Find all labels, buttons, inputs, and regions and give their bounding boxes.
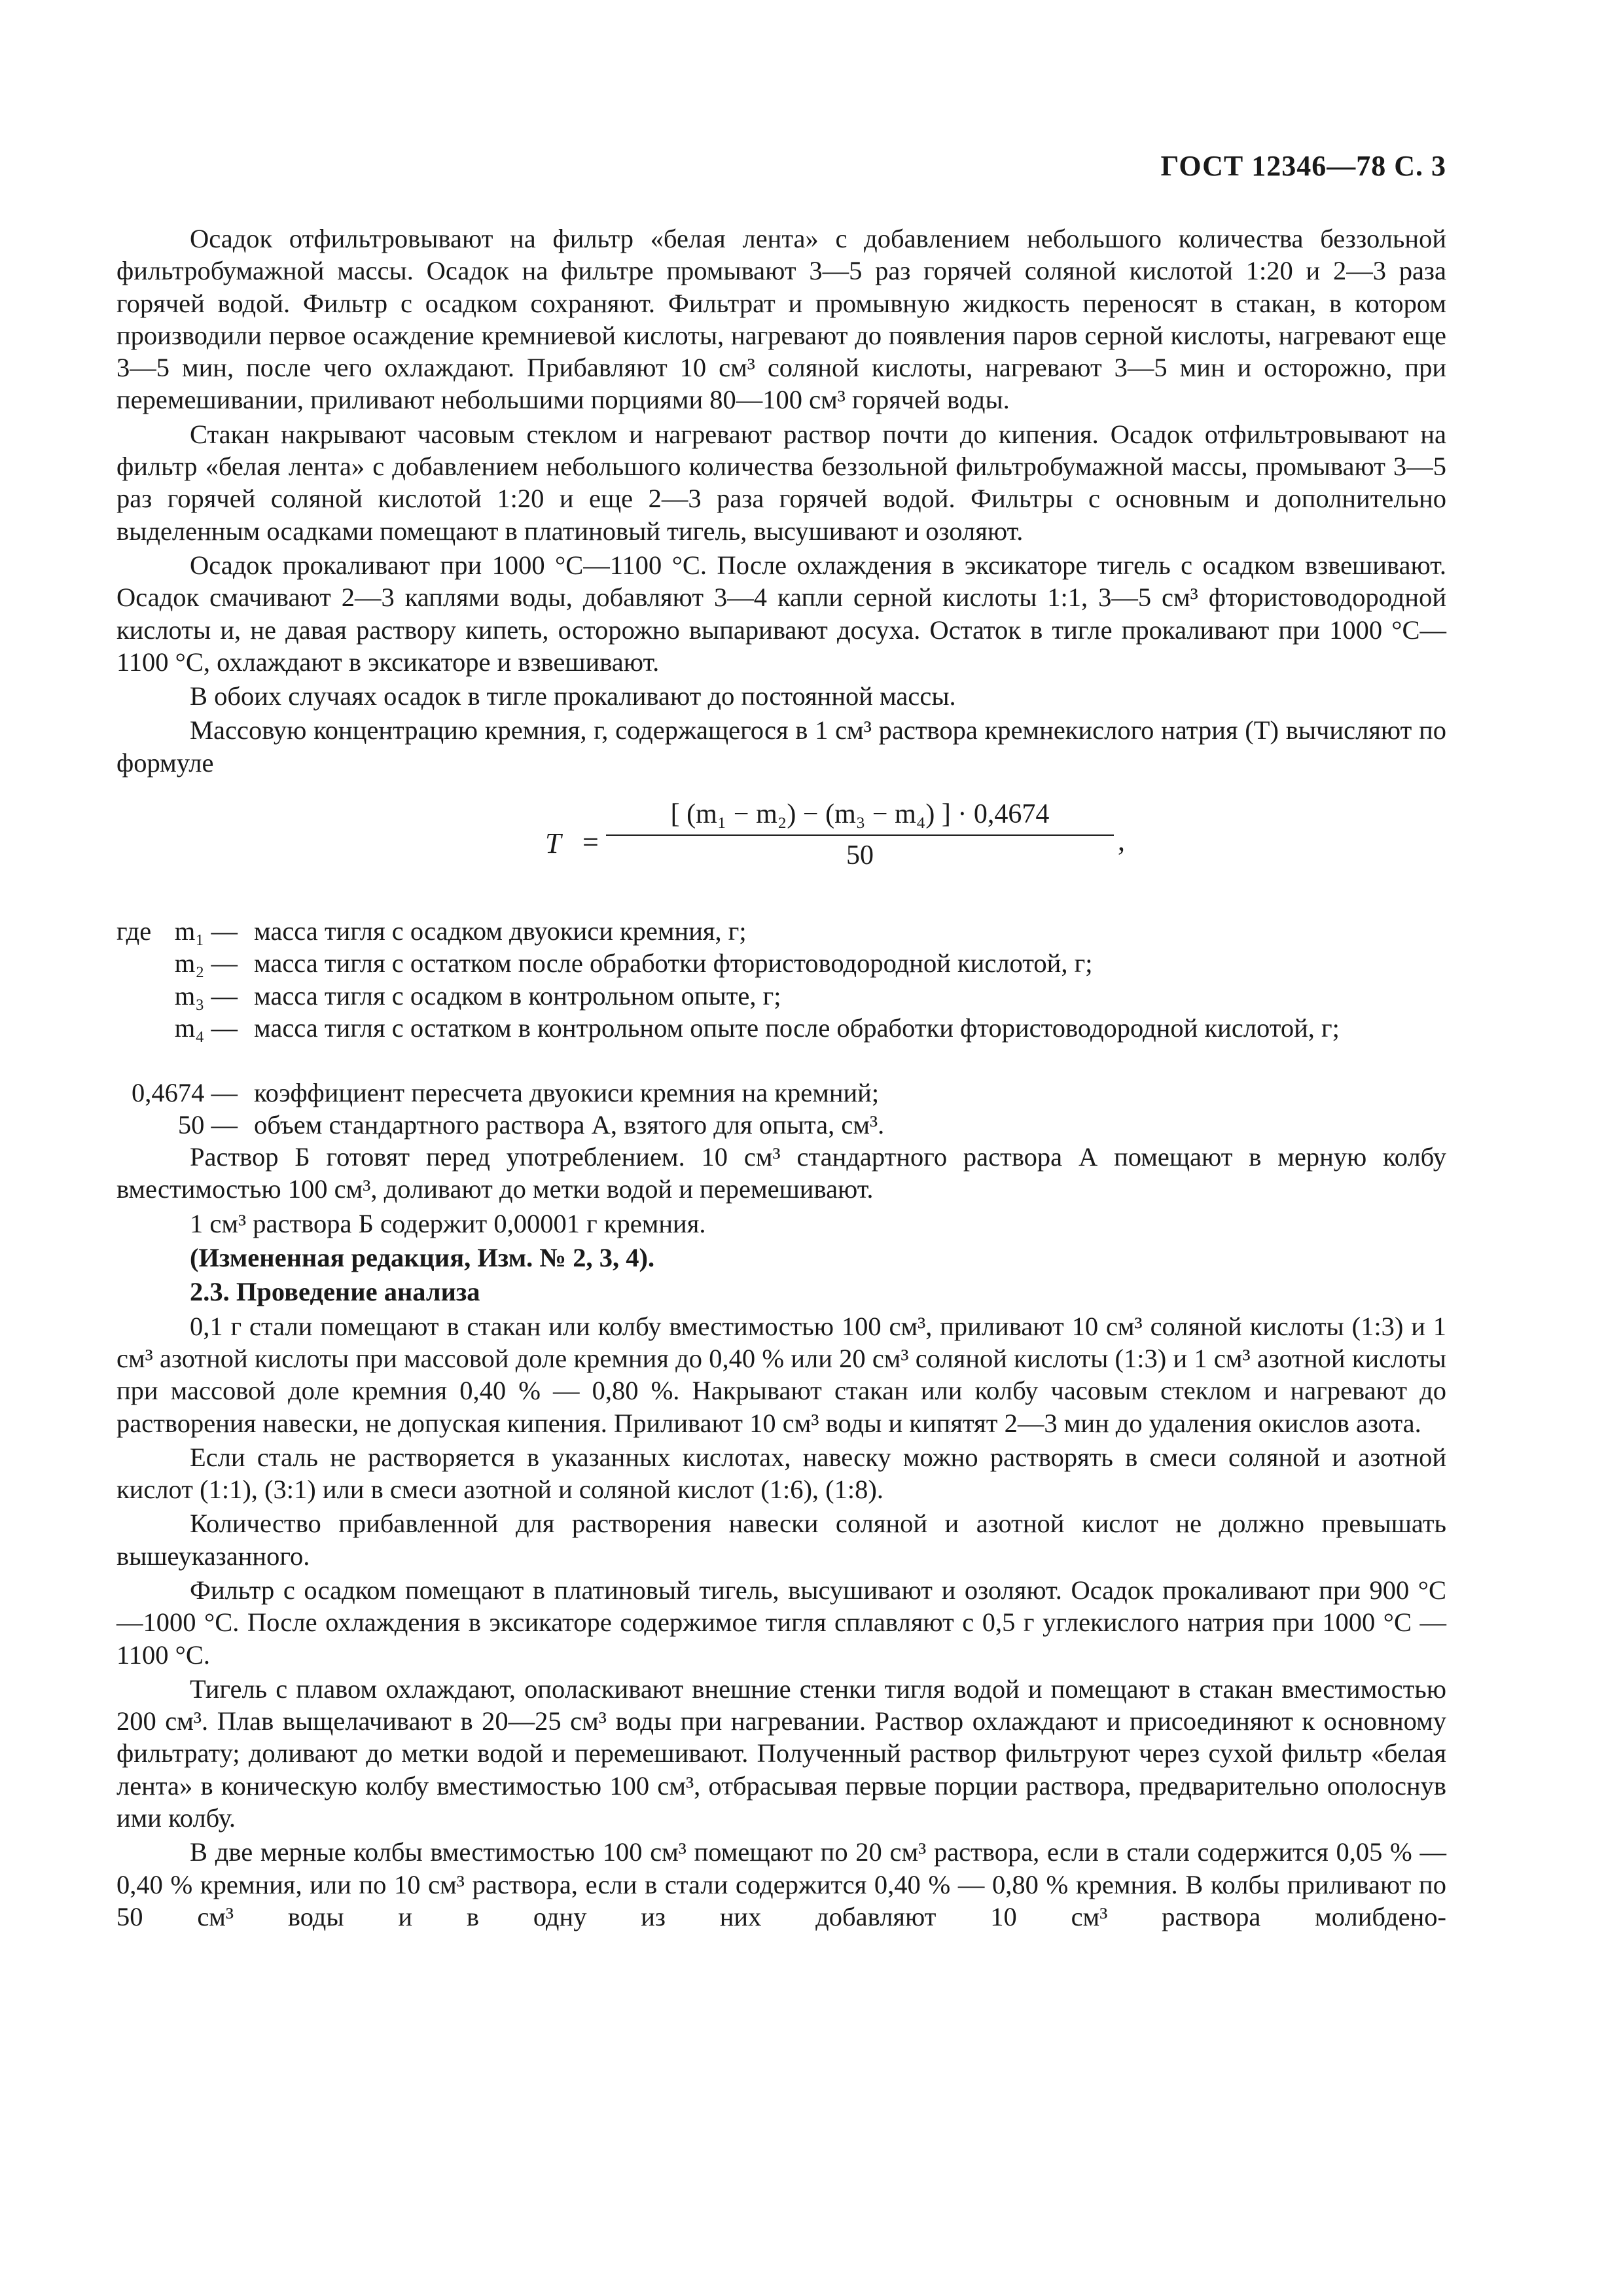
amendment-note: (Измененная редакция, Изм. № 2, 3, 4).: [190, 1243, 655, 1273]
definition-symbol: 0,4674 —: [132, 1077, 238, 1107]
paragraph: Осадок прокаливают при 1000 °С—1100 °С. После охлаждения в эксикаторе тигель с осадком взвешивают. Осадок смачивают 2—3 каплями воды, добавляют 3—4 капли серной кислоты 1:1, 3—5 см³ фтористоводородной кислоты и, не давая раствору кипеть, осторожно выпаривают досуха. Остаток в тигле прокаливают при 1000 °С—1100 °С, охлаждают в эксикаторе и взвешивают.: [116, 550, 1446, 677]
paragraph: Раствор Б готовят перед употреблением. 10 см³ стандартного раствора А помещают в мерную колбу вместимостью 100 см³, доливают до метки водой и перемешивают.: [116, 1142, 1446, 1204]
definition-m4: [116, 1012, 1446, 1077]
definition-symbol: m₁ —: [174, 916, 238, 946]
paragraph: Осадок отфильтровывают на фильтр «белая лента» с добавлением небольшого количества беззольной фильтробумажной массы. Осадок на фильтре промывают 3—5 раз горячей соляной кислотой 1:20 и 2—3 раза горячей водой. Фильтр с осадком сохраняют. Фильтрат и промывную жидкость переносят в стакан, в котором производили первое осаждение кремниевой кислоты, нагревают до появления паров серной кислоты, нагревают еще 3—5 мин, после чего охлаждают. Прибавляют 10 см³ соляной кислоты, нагревают 3—5 мин и осторожно, при перемешивании, приливают небольшими порциями 80—100 см³ горячей воды.: [116, 224, 1446, 415]
definition-text: коэффициент пересчета двуокиси кремния на кремний;: [254, 1077, 880, 1107]
paragraph: В две мерные колбы вместимостью 100 см³ помещают по 20 см³ раствора, если в стали содержится 0,05 % —0,40 % кремния, или по 10 см³ раствора, если в стали содержится 0,40 % — 0,80 % кремния. В колбы приливают по 50 см³ воды и в одну из них добавляют 10 см³ раствора молибдено-: [116, 1837, 1446, 1931]
paragraph: Массовую концентрацию кремния, г, содержащегося в 1 см³ раствора кремнекислого натрия (T) вычисляют по формуле: [116, 715, 1446, 778]
section-title: Проведение анализа: [236, 1277, 480, 1307]
document-body: [116, 223, 1446, 1935]
definition-coefficient: [116, 1077, 1446, 1109]
definition-text: масса тигля с осадком в контрольном опыте, г;: [254, 980, 781, 1011]
section-number: 2.3.: [190, 1277, 230, 1307]
formula-lhs: T: [545, 827, 562, 860]
definition-text: масса тигля с остатком в контрольном опыте после обработки фтористоводородной кислотой, г;: [254, 1013, 1340, 1043]
definition-symbol: m₄ —: [174, 1013, 238, 1043]
formula-trail: ,: [1118, 825, 1125, 857]
definition-symbol: m₂ —: [174, 948, 238, 978]
paragraph: Количество прибавленной для растворения навески соляной и азотной кислот не должно превышать вышеуказанного.: [116, 1509, 1446, 1571]
formula-fraction: [606, 798, 1114, 872]
definition-m1: [116, 915, 1446, 947]
formula-denominator: 50: [846, 840, 874, 871]
formula-equals: =: [582, 826, 599, 859]
paragraph: В обоих случаях осадок в тигле прокаливают до постоянной массы.: [190, 681, 956, 711]
paragraph: Стакан накрывают часовым стеклом и нагревают раствор почти до кипения. Осадок отфильтровывают на фильтр «белая лента» с добавлением небольшого количества беззольной фильтробумажной массы, промывают 3—5 раз горячей соляной кислотой 1:20 и еще 2—3 раза горячей водой. Фильтры с основным и дополнительно выделенным осадками помещают в платиновый тигель, высушивают и озоляют.: [116, 419, 1446, 546]
definition-m2: [116, 947, 1446, 979]
definition-prefix: где: [116, 916, 152, 946]
paragraph: 1 см³ раствора Б содержит 0,00001 г кремния.: [190, 1208, 706, 1238]
definition-text: масса тигля с осадком двуокиси кремния, г;: [254, 916, 747, 946]
definition-text: объем стандартного раствора А, взятого для опыта, см³.: [254, 1109, 885, 1139]
paragraph: Если сталь не растворяется в указанных кислотах, навеску можно растворять в смеси соляной и азотной кислот (1:1), (3:1) или в смеси азотной и соляной кислот (1:6), (1:8).: [116, 1442, 1446, 1505]
paragraph: 0,1 г стали помещают в стакан или колбу вместимостью 100 см³, приливают 10 см³ соляной кислоты (1:3) и 1 см³ азотной кислоты при массовой доле кремния до 0,40 % или 20 см³ соляной кислоты (1:3) и 1 см³ азотной кислоты при массовой доле кремния 0,40 % — 0,80 %. Накрывают стакан или колбу часовым стеклом и нагревают до растворения навески, не допуская кипения. Приливают 10 см³ воды и кипятят 2—3 мин до удаления окислов азота.: [116, 1311, 1446, 1438]
paragraph: Фильтр с осадком помещают в платиновый тигель, высушивают и озоляют. Осадок прокаливают при 900 °С —1000 °С. После охлаждения в эксикаторе содержимое тигля сплавляют с 0,5 г углекислого натрия при 1000 °С —1100 °С.: [116, 1575, 1446, 1670]
definition-symbol: 50 —: [177, 1109, 238, 1139]
formula: [116, 793, 1446, 905]
definition-text: масса тигля с остатком после обработки фтористоводородной кислотой, г;: [254, 948, 1093, 978]
section-heading: [116, 1276, 1446, 1308]
definition-m3: [116, 980, 1446, 1012]
page-header: ГОСТ 12346—78 С. 3: [1160, 150, 1446, 182]
formula-numerator: [ (m₁ − m₂) − (m₃ − m₄) ] · 0,4674: [670, 799, 1050, 830]
definition-volume: [116, 1109, 1446, 1141]
definition-symbol: m₃ —: [174, 980, 238, 1011]
paragraph: Тигель с плавом охлаждают, ополаскивают внешние стенки тигля водой и помещают в стакан вместимостью 200 см³. Плав выщелачивают в 20—25 см³ воды при нагревании. Раствор охлаждают и присоединяют к основному фильтрату; доливают до метки водой и перемешивают. Полученный раствор фильтруют через сухой фильтр «белая лента» в коническую колбу вместимостью 100 см³, отбрасывая первые порции раствора, предварительно ополоснув ими колбу.: [116, 1674, 1446, 1833]
